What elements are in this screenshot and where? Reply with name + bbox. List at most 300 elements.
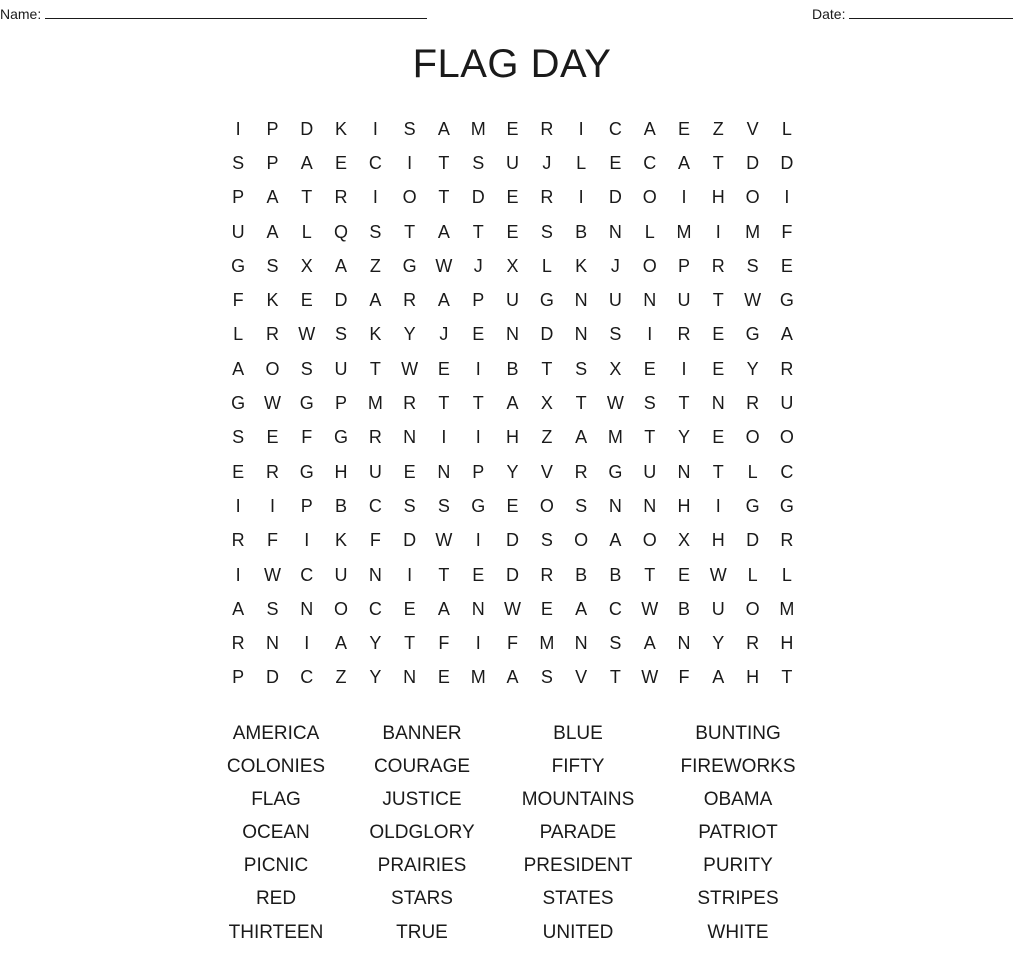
grid-letter[interactable]: E [300,290,313,311]
grid-letter[interactable]: S [232,427,245,448]
grid-letter[interactable]: M [470,667,486,688]
grid-letter[interactable]: R [780,358,794,379]
grid-letter[interactable]: R [231,633,245,654]
grid-letter[interactable]: I [475,358,481,379]
grid-letter[interactable]: G [745,495,760,516]
grid-letter[interactable]: W [298,324,316,345]
grid-letter[interactable]: I [578,187,584,208]
grid-letter[interactable]: G [471,495,486,516]
grid-letter[interactable]: Y [746,358,759,379]
grid-letter[interactable]: T [712,461,724,482]
grid-letter[interactable]: F [438,633,450,654]
grid-letter[interactable]: Z [541,427,553,448]
grid-letter[interactable]: P [232,667,245,688]
grid-letter[interactable]: A [300,152,313,173]
grid-letter[interactable]: A [266,221,279,242]
grid-letter[interactable]: M [676,221,692,242]
grid-letter[interactable]: L [576,152,587,173]
grid-letter[interactable]: R [677,324,691,345]
grid-letter[interactable]: S [472,152,485,173]
grid-letter[interactable]: F [232,290,244,311]
grid-letter[interactable]: I [304,633,310,654]
grid-letter[interactable]: A [609,530,622,551]
grid-letter[interactable]: O [334,598,349,619]
grid-letter[interactable]: T [301,187,313,208]
grid-letter[interactable]: Q [334,221,349,242]
grid-letter[interactable]: I [681,187,687,208]
grid-letter[interactable]: R [540,187,554,208]
grid-letter[interactable]: L [233,324,244,345]
grid-letter[interactable]: A [780,324,793,345]
grid-letter[interactable]: N [711,393,725,414]
grid-letter[interactable]: E [506,221,519,242]
grid-letter[interactable]: B [335,495,348,516]
grid-letter[interactable]: C [368,152,382,173]
grid-letter[interactable]: K [335,118,348,139]
grid-letter[interactable]: E [712,427,725,448]
grid-letter[interactable]: W [263,564,281,585]
grid-letter[interactable]: U [506,152,520,173]
grid-letter[interactable]: U [711,598,725,619]
grid-letter[interactable]: C [643,152,657,173]
grid-letter[interactable]: S [609,633,622,654]
grid-letter[interactable]: H [780,633,794,654]
grid-letter[interactable]: K [369,324,382,345]
grid-letter[interactable]: W [435,255,453,276]
grid-letter[interactable]: U [643,461,657,482]
grid-letter[interactable]: D [403,530,417,551]
grid-letter[interactable]: K [575,255,588,276]
grid-row [221,112,804,146]
grid-letter[interactable]: P [335,393,348,414]
grid-letter[interactable]: N [403,667,417,688]
grid-letter[interactable]: L [747,461,758,482]
grid-letter[interactable]: A [437,290,450,311]
grid-letter[interactable]: S [232,152,245,173]
grid-letter[interactable]: Y [369,667,382,688]
grid-letter[interactable]: D [780,152,794,173]
grid-letter[interactable]: Y [369,633,382,654]
grid-letter[interactable]: N [608,221,622,242]
grid-letter[interactable]: J [473,255,483,276]
grid-letter[interactable]: N [506,324,520,345]
grid-letter[interactable]: E [712,324,725,345]
grid-letter[interactable]: L [644,221,655,242]
grid-letter[interactable]: P [266,118,279,139]
grid-letter[interactable]: I [372,187,378,208]
grid-letter[interactable]: S [643,393,656,414]
grid-letter[interactable]: D [471,187,485,208]
grid-letter[interactable]: D [334,290,348,311]
grid-letter[interactable]: X [540,393,553,414]
grid-letter[interactable]: S [540,221,553,242]
grid-letter[interactable]: Y [678,427,691,448]
grid-letter[interactable]: H [746,667,760,688]
grid-letter[interactable]: B [506,358,519,379]
grid-letter[interactable]: T [644,564,656,585]
grid-letter[interactable]: P [678,255,691,276]
grid-letter[interactable]: H [334,461,348,482]
grid-letter[interactable]: U [231,221,245,242]
grid-letter[interactable]: S [609,324,622,345]
grid-row [221,318,804,352]
grid-letter[interactable]: I [235,118,241,139]
grid-letter[interactable]: E [643,358,656,379]
grid-letter[interactable]: E [437,358,450,379]
grid-letter[interactable]: D [506,564,520,585]
grid-letter[interactable]: E [472,564,485,585]
grid-letter[interactable]: G [745,324,760,345]
grid-letter[interactable]: P [300,495,313,516]
grid-letter[interactable]: X [678,530,691,551]
grid-letter[interactable]: S [575,358,588,379]
grid-letter[interactable]: B [575,221,588,242]
grid-letter[interactable]: E [506,118,519,139]
grid-letter[interactable]: C [780,461,794,482]
grid-letter[interactable]: I [647,324,653,345]
grid-letter[interactable]: R [746,393,760,414]
date-blank-line[interactable] [849,4,1013,19]
grid-letter[interactable]: R [403,393,417,414]
grid-letter[interactable]: O [574,530,589,551]
grid-letter[interactable]: E [437,667,450,688]
grid-letter[interactable]: F [781,221,793,242]
grid-letter[interactable]: R [746,633,760,654]
grid-letter[interactable]: F [266,530,278,551]
grid-letter[interactable]: T [438,187,450,208]
grid-letter[interactable]: H [677,495,691,516]
grid-letter[interactable]: A [506,393,519,414]
grid-letter[interactable]: E [232,461,245,482]
grid-letter[interactable]: M [539,633,555,654]
grid-letter[interactable]: T [369,358,381,379]
grid-letter[interactable]: G [779,290,794,311]
grid-letter[interactable]: C [300,564,314,585]
grid-letter[interactable]: U [368,461,382,482]
grid-letter[interactable]: I [407,152,413,173]
grid-letter[interactable]: R [711,255,725,276]
grid-letter[interactable]: N [437,461,451,482]
grid-letter[interactable]: I [784,187,790,208]
grid-letter[interactable]: S [575,495,588,516]
grid-letter[interactable]: S [300,358,313,379]
word-list-item: PRESIDENT [523,855,633,877]
grid-letter[interactable]: N [677,633,691,654]
grid-letter[interactable]: W [504,598,522,619]
grid-letter[interactable]: G [402,255,417,276]
grid-letter[interactable]: P [232,187,245,208]
grid-letter[interactable]: C [608,598,622,619]
grid-letter[interactable]: T [472,393,484,414]
grid-letter[interactable]: A [232,598,245,619]
grid-letter[interactable]: U [334,564,348,585]
grid-letter[interactable]: D [540,324,554,345]
grid-letter[interactable]: C [300,667,314,688]
grid-letter[interactable]: B [678,598,691,619]
grid-letter[interactable]: Z [335,667,347,688]
grid-letter[interactable]: I [372,118,378,139]
grid-letter[interactable]: H [711,187,725,208]
grid-letter[interactable]: I [475,427,481,448]
grid-letter[interactable]: R [780,530,794,551]
grid-letter[interactable]: O [642,187,657,208]
grid-letter[interactable]: M [779,598,795,619]
grid-letter[interactable]: E [506,495,519,516]
grid-letter[interactable]: N [608,495,622,516]
grid-letter[interactable]: A [232,358,245,379]
grid-letter[interactable]: T [609,667,621,688]
grid-letter[interactable]: T [712,290,724,311]
grid-letter[interactable]: U [334,358,348,379]
grid-letter[interactable]: M [607,427,623,448]
grid-letter[interactable]: G [231,255,246,276]
grid-letter[interactable]: T [575,393,587,414]
grid-letter[interactable]: D [746,530,760,551]
grid-letter[interactable]: A [437,598,450,619]
grid-letter[interactable]: S [266,255,279,276]
grid-letter[interactable]: P [472,461,485,482]
grid-letter[interactable]: H [711,530,725,551]
grid-letter[interactable]: E [472,324,485,345]
grid-letter[interactable]: D [506,530,520,551]
grid-letter[interactable]: I [715,221,721,242]
grid-letter[interactable]: G [539,290,554,311]
grid-letter[interactable]: N [300,598,314,619]
grid-letter[interactable]: V [746,118,759,139]
grid-letter[interactable]: Y [712,633,725,654]
grid-row [221,181,804,215]
grid-letter[interactable]: O [745,187,760,208]
grid-letter[interactable]: F [678,667,690,688]
grid-letter[interactable]: U [506,290,520,311]
grid-letter[interactable]: W [641,667,659,688]
grid-letter[interactable]: T [404,221,416,242]
grid-letter[interactable]: G [779,495,794,516]
grid-letter[interactable]: J [439,324,449,345]
grid-letter[interactable]: J [542,152,552,173]
grid-letter[interactable]: U [677,290,691,311]
grid-letter[interactable]: R [574,461,588,482]
grid-row [221,352,804,386]
grid-letter[interactable]: E [780,255,793,276]
grid-letter[interactable]: N [574,324,588,345]
grid-letter[interactable]: N [574,633,588,654]
grid-letter[interactable]: L [301,221,312,242]
grid-letter[interactable]: E [266,427,279,448]
grid-letter[interactable]: T [438,393,450,414]
grid-letter[interactable]: R [403,290,417,311]
grid-letter[interactable]: T [644,427,656,448]
grid-letter[interactable]: E [712,358,725,379]
grid-letter[interactable]: T [472,221,484,242]
grid-letter[interactable]: T [678,393,690,414]
grid-letter[interactable]: R [231,530,245,551]
grid-letter[interactable]: Z [712,118,724,139]
grid-letter[interactable]: S [369,221,382,242]
grid-letter[interactable]: R [265,461,279,482]
grid-letter[interactable]: I [235,495,241,516]
grid-letter[interactable]: O [745,427,760,448]
grid-letter[interactable]: T [781,667,793,688]
grid-letter[interactable]: C [608,118,622,139]
grid-letter[interactable]: O [642,255,657,276]
grid-letter[interactable]: Y [403,324,416,345]
grid-letter[interactable]: X [609,358,622,379]
grid-letter[interactable]: N [677,461,691,482]
grid-letter[interactable]: M [470,118,486,139]
grid-letter[interactable]: G [299,393,314,414]
grid-letter[interactable]: A [437,118,450,139]
grid-letter[interactable]: I [269,495,275,516]
grid-letter[interactable]: X [300,255,313,276]
grid-letter[interactable]: S [335,324,348,345]
grid-letter[interactable]: N [643,290,657,311]
grid-letter[interactable]: M [745,221,761,242]
grid-letter[interactable]: A [335,255,348,276]
grid-letter[interactable]: S [540,530,553,551]
grid-letter[interactable]: O [265,358,280,379]
word-list-item: PRAIRIES [377,855,467,877]
grid-letter[interactable]: S [266,598,279,619]
grid-letter[interactable]: A [712,667,725,688]
grid-letter[interactable]: D [265,667,279,688]
grid-letter[interactable]: U [780,393,794,414]
grid-letter[interactable]: I [681,358,687,379]
grid-letter[interactable]: H [506,427,520,448]
grid-letter[interactable]: A [335,633,348,654]
grid-letter[interactable]: E [609,152,622,173]
grid-letter[interactable]: E [540,598,553,619]
grid-letter[interactable]: A [437,221,450,242]
grid-letter[interactable]: I [475,530,481,551]
grid-letter[interactable]: S [746,255,759,276]
grid-letter[interactable]: D [746,152,760,173]
grid-letter[interactable]: L [781,564,792,585]
grid-letter[interactable]: W [435,530,453,551]
grid-letter[interactable]: I [304,530,310,551]
grid-letter[interactable]: N [265,633,279,654]
grid-letter[interactable]: A [575,427,588,448]
grid-letter[interactable]: O [539,495,554,516]
grid-letter[interactable]: K [335,530,348,551]
grid-letter[interactable]: N [403,427,417,448]
name-blank-line[interactable] [45,4,427,19]
grid-letter[interactable]: D [300,118,314,139]
grid-letter[interactable]: W [641,598,659,619]
grid-letter[interactable]: R [368,427,382,448]
grid-letter[interactable]: E [506,187,519,208]
grid-letter[interactable]: G [231,393,246,414]
grid-letter[interactable]: B [609,564,622,585]
grid-letter[interactable]: M [367,393,383,414]
grid-letter[interactable]: W [401,358,419,379]
grid-letter[interactable]: S [540,667,553,688]
grid-letter[interactable]: K [266,290,279,311]
grid-letter[interactable]: E [403,598,416,619]
grid-letter[interactable]: A [643,633,656,654]
grid-letter[interactable]: B [575,564,588,585]
grid-letter[interactable]: G [334,427,349,448]
grid-letter[interactable]: R [540,118,554,139]
grid-letter[interactable]: P [266,152,279,173]
grid-letter[interactable]: E [403,461,416,482]
grid-letter[interactable]: E [335,152,348,173]
grid-letter[interactable]: I [715,495,721,516]
date-field[interactable] [812,4,1013,22]
grid-letter[interactable]: V [575,667,588,688]
name-field[interactable] [0,4,427,22]
grid-letter[interactable]: L [747,564,758,585]
grid-letter[interactable]: I [441,427,447,448]
grid-letter[interactable]: D [608,187,622,208]
grid-letter[interactable]: N [368,564,382,585]
grid-letter[interactable]: L [781,118,792,139]
grid-letter[interactable]: F [301,427,313,448]
grid-letter[interactable]: L [541,255,552,276]
grid-letter[interactable]: S [437,495,450,516]
grid-letter[interactable]: R [334,187,348,208]
grid-letter[interactable]: T [438,152,450,173]
grid-letter[interactable]: I [475,633,481,654]
grid-letter[interactable]: F [369,530,381,551]
word-list-item: STARS [391,888,453,910]
grid-letter[interactable]: W [744,290,762,311]
grid-letter[interactable]: G [608,461,623,482]
grid-letter[interactable]: F [507,633,519,654]
grid-letter[interactable]: U [608,290,622,311]
grid-letter[interactable]: O [642,530,657,551]
grid-letter[interactable]: R [540,564,554,585]
grid-letter[interactable]: C [368,495,382,516]
grid-letter[interactable]: A [266,187,279,208]
grid-letter[interactable]: N [574,290,588,311]
grid-letter[interactable]: Z [369,255,381,276]
grid-letter[interactable]: I [407,564,413,585]
grid-letter[interactable]: W [606,393,624,414]
grid-letter[interactable]: A [643,118,656,139]
grid-letter[interactable]: P [472,290,485,311]
grid-letter[interactable]: C [368,598,382,619]
grid-letter[interactable]: E [678,118,691,139]
grid-letter[interactable]: G [299,461,314,482]
grid-letter[interactable]: X [506,255,519,276]
grid-letter[interactable]: N [643,495,657,516]
grid-letter[interactable]: O [745,598,760,619]
grid-letter[interactable]: T [438,564,450,585]
grid-letter[interactable]: S [403,495,416,516]
grid-letter[interactable]: Y [506,461,519,482]
grid-letter[interactable]: A [369,290,382,311]
grid-letter[interactable]: O [402,187,417,208]
grid-letter[interactable]: T [404,633,416,654]
grid-letter[interactable]: I [235,564,241,585]
grid-letter[interactable]: W [709,564,727,585]
grid-letter[interactable]: T [712,152,724,173]
grid-letter[interactable]: V [540,461,553,482]
grid-letter[interactable]: S [403,118,416,139]
grid-letter[interactable]: A [678,152,691,173]
grid-letter[interactable]: R [265,324,279,345]
grid-letter[interactable]: I [578,118,584,139]
grid-letter[interactable]: T [541,358,553,379]
grid-letter[interactable]: E [678,564,691,585]
grid-letter[interactable]: A [506,667,519,688]
grid-letter[interactable]: J [610,255,620,276]
grid-letter[interactable]: A [575,598,588,619]
grid-letter[interactable]: W [263,393,281,414]
grid-letter[interactable]: O [779,427,794,448]
grid-letter[interactable]: N [471,598,485,619]
